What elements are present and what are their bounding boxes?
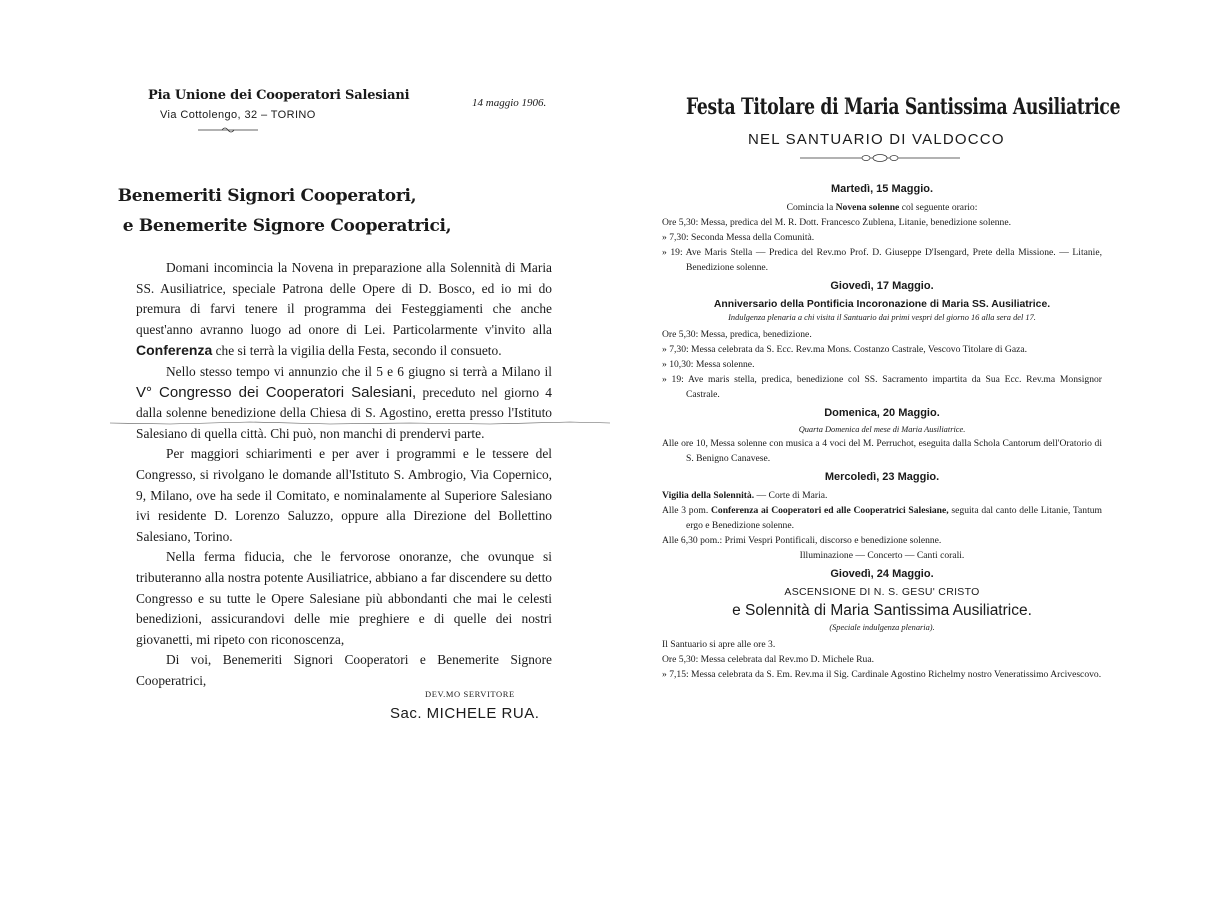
paragraph-text: Nello stesso tempo vi annunzio che il 5 e 6 giugno si terrà a Milano il	[166, 363, 552, 379]
paragraph	[136, 258, 552, 362]
schedule-line: Vigilia della Solennità. — Corte di Maria.	[662, 490, 828, 501]
greeting-line-1: Benemeriti Signori Cooperatori,	[117, 186, 417, 206]
paragraph: Di voi, Benemeriti Signori Cooperatori e Benemerite Signore Cooperatrici,	[136, 652, 552, 688]
program-page	[614, 0, 1229, 900]
program-schedule	[662, 178, 1102, 682]
signature-role: DEV.MO SERVITORE	[425, 689, 515, 699]
tear-line	[110, 419, 610, 427]
day-heading: Domenica, 20 Maggio.	[824, 407, 940, 419]
indulgence-note: Indulgenza plenaria a chi visita il Santuario dai primi vespri del giorno 16 alla sera del 17.	[728, 313, 1036, 322]
schedule-line: Illuminazione — Concerto — Canti corali.	[799, 550, 965, 561]
day-heading: Mercoledì, 23 Maggio.	[824, 471, 940, 483]
conference-highlight: Conferenza	[136, 342, 213, 359]
schedule-line: Alle 6,30 pom.: Primi Vespri Pontificali, discorso e benedizione solenne.	[662, 535, 942, 546]
schedule-line: Ore 5,30: Messa, predica del M. R. Dott. Francesco Zublena, Litanie, benedizione solenne.	[662, 217, 1012, 228]
schedule-line: » 7,30: Messa celebrata da S. Ecc. Rev.ma Mons. Costanzo Castrale, Vescovo Titolare di Gaza.	[662, 344, 1028, 355]
schedule-line: » 19: Ave Maris Stella — Predica del Rev.mo Prof. D. Giuseppe D'Isengard, Prete della Missione. — Litanie, Benedizione solenne.	[662, 247, 1102, 273]
paragraph: Per maggiori schiarimenti e per aver i programmi e le tessere del Congresso, si rivolgano le domande all'Istituto S. Ambrogio, Via Copernico, 9, Milano, ove ha sede il Comitato, e nominalamente al Superiore Salesiano ivi residente D. Lorenzo Saluzzo, oppure alla Direzione del Bollettino Salesiano, Torino.	[136, 446, 552, 544]
schedule-line: » 7,15: Messa celebrata da S. Em. Rev.ma il Sig. Cardinale Agostino Richelmy nostro Veneratissimo Arcivescovo.	[662, 669, 1102, 680]
schedule-line: Alle ore 10, Messa solenne con musica a 4 voci del M. Perruchot, eseguita dalla Schola Cantorum dell'Oratorio di S. Benigno Canavese.	[662, 438, 1102, 464]
program-title: Festa Titolare di Maria Santissima Ausiliatrice	[686, 94, 1121, 120]
schedule-line: » 19: Ave maris stella, predica, benedizione col SS. Sacramento impartita da Sua Ecc. Rev.ma Monsignor Castrale.	[662, 374, 1102, 400]
organization-name: Pia Unione dei Cooperatori Salesiani	[148, 88, 410, 103]
schedule-line: Ore 5,30: Messa celebrata dal Rev.mo D. Michele Rua.	[662, 654, 874, 665]
letter-body	[136, 258, 552, 691]
day-heading: Giovedì, 17 Maggio.	[830, 280, 934, 292]
paragraph-text: che si terrà la vigilia della Festa, secondo il consueto.	[215, 343, 502, 359]
paragraph: Nella ferma fiducia, che le fervorose onoranze, che ovunque si tributeranno alla nostra potente Ausiliatrice, abbiano a far discendere su detto Congresso e su tutte le Opere Salesiane più abbondanti che mai le celesti benedizioni, assicurandovi delle mie preghiere e di quelle dei nostri giovanetti, mi ripeto con riconoscenza,	[136, 549, 552, 647]
day-subtitle: Quarta Domenica del mese di Maria Ausiliatrice.	[798, 425, 966, 434]
schedule-line: Il Santuario si apre alle ore 3.	[662, 639, 776, 650]
paragraph-text: preceduto nel giorno 4 dalla solenne benedizione della Chiesa di S. Agostino, eretta presso l'Istituto Salesiano di quella città. Chi può, non manchi di prendervi parte.	[136, 384, 552, 441]
schedule-line: Comincia la Novena solenne col seguente orario:	[786, 202, 978, 213]
indulgence-note: (Speciale indulgenza plenaria).	[829, 623, 935, 632]
novena-highlight: Novena solenne	[835, 202, 900, 213]
ascension-heading: ASCENSIONE DI N. S. GESU' CRISTO	[784, 586, 980, 598]
ornament-divider	[800, 153, 960, 163]
paragraph	[136, 362, 552, 444]
organization-address: Via Cottolengo, 32 – TORINO	[160, 109, 316, 121]
program-subtitle: NEL SANTUARIO DI VALDOCCO	[748, 131, 1005, 148]
schedule-line: Alle 3 pom. Conferenza ai Cooperatori ed alle Cooperatrici Salesiane, seguita dal canto delle Litanie, Tantum ergo e Benedizione solenne.	[662, 505, 1102, 531]
schedule-line: » 10,30: Messa solenne.	[662, 359, 755, 370]
schedule-line: Ore 5,30: Messa, predica, benedizione.	[662, 329, 812, 340]
letter-page	[0, 0, 614, 900]
signature-name: Sac. MICHELE RUA.	[390, 705, 540, 722]
letter-date: 14 maggio 1906.	[472, 97, 547, 109]
greeting-line-2: e Benemerite Signore Cooperatrici,	[122, 216, 452, 236]
day-heading: Martedì, 15 Maggio.	[830, 183, 934, 195]
paragraph-text: Domani incomincia la Novena in preparazione alla Solennità di Maria SS. Ausiliatrice, speciale Patrona delle Opere di D. Bosco, ed io mi do premura di farvi tenere il programma dei Festeggiamenti che anche quest'anno avranno luogo ad onore di Lei. Particolarmente v'invito alla	[136, 260, 552, 337]
day-heading: Giovedì, 24 Maggio.	[830, 568, 934, 580]
day-subtitle: Anniversario della Pontificia Incoronazione di Maria SS. Ausiliatrice.	[713, 299, 1051, 310]
solemnity-heading: e Solennità di Maria Santissima Ausiliatrice.	[732, 602, 1032, 619]
ornament-divider	[198, 126, 258, 134]
congress-highlight: V° Congresso dei Cooperatori Salesiani,	[136, 383, 417, 401]
schedule-line: » 7,30: Seconda Messa della Comunità.	[662, 232, 815, 243]
